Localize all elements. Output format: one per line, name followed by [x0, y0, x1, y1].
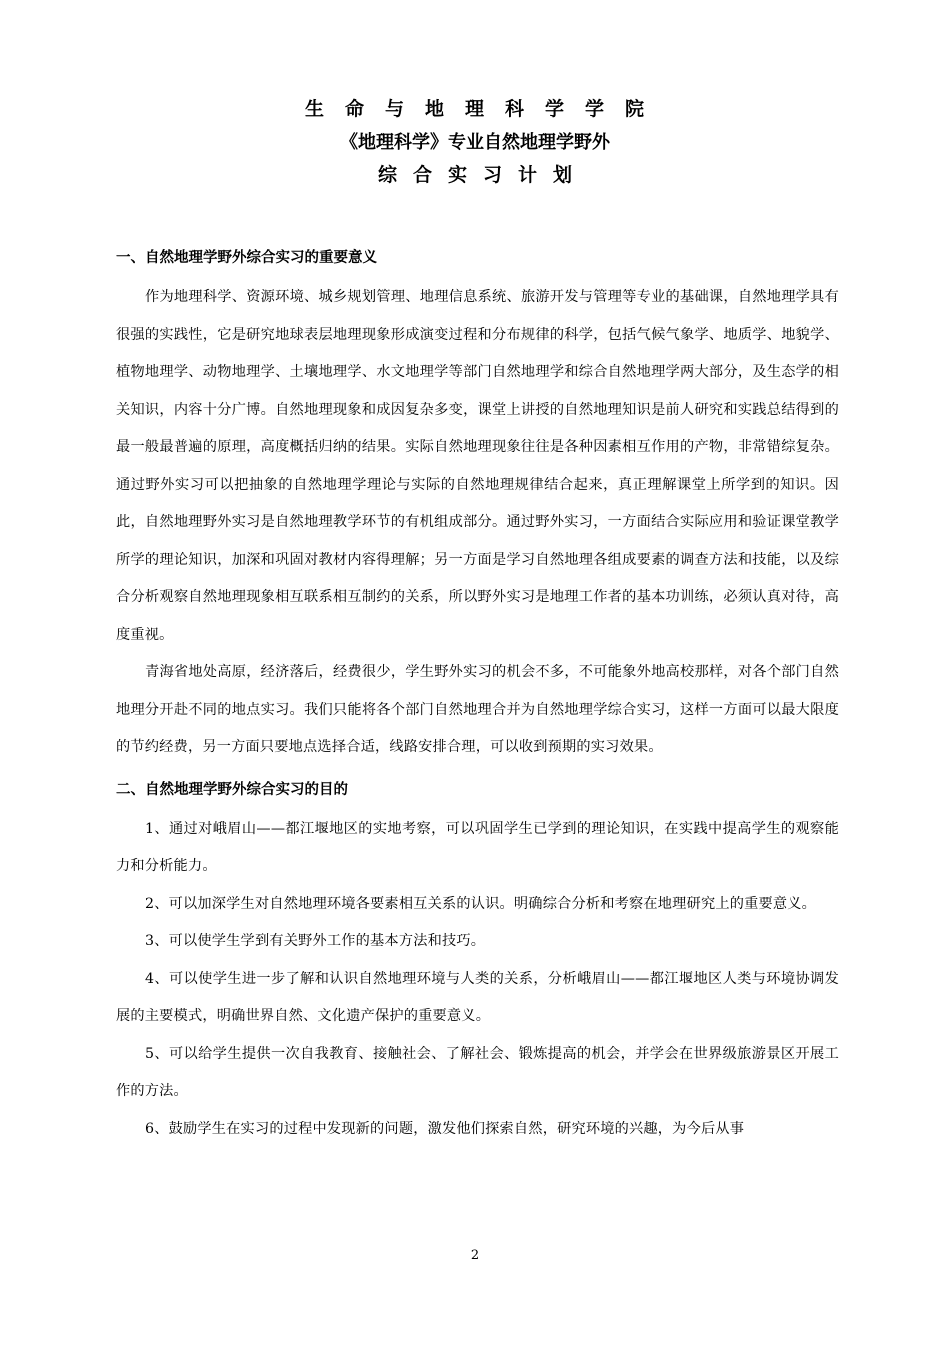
title-line-1: 生命与地理科学学院 [304, 98, 665, 120]
section-2-item-6: 6、鼓励学生在实习的过程中发现新的问题，激发他们探索自然，研究环境的兴趣，为今后从事 [145, 1120, 745, 1137]
document-body [116, 245, 839, 1148]
section-2-item-3: 3、可以使学生学到有关野外工作的基本方法和技巧。 [145, 933, 486, 949]
section-2-item-1: 1、通过对峨眉山——都江堰地区的实地考察，可以巩固学生已学到的理论知识，在实践中提高学生的观察能力和分析能力。 [116, 820, 839, 874]
section-1-paragraph-1: 作为地理科学、资源环境、城乡规划管理、地理信息系统、旅游开发与管理等专业的基础课，自然地理学具有很强的实践性，它是研究地球表层地理现象形成演变过程和分布规律的科学，包括气候气象学、地质学、地貌学、植物地理学、动物地理学、土壤地理学、水文地理学等部门自然地理学和综合自然地理学两大部分，及生态学的相关知识，内容十分广博。自然地理现象和成因复杂多变，课堂上讲授的自然地理知识是前人研究和实践总结得到的最一般最普遍的原理，高度概括归纳的结果。实际自然地理现象往往是各种因素相互作用的产物，非常错综复杂。通过野外实习可以把抽象的自然地理学理论与实际的自然地理规律结合起来，真正理解课堂上所学到的知识。因此，自然地理野外实习是自然地理教学环节的有机组成部分。通过野外实习，一方面结合实际应用和验证课堂教学所学的理论知识，加深和巩固对教材内容得理解；另一方面是学习自然地理各组成要素的调查方法和技能，以及综合分析观察自然地理现象相互联系相互制约的关系，所以野外实习是地理工作者的基本功训练，必须认真对待，高度重视。 [116, 289, 839, 643]
title-line-2: 《地理科学》专业自然地理学野外 [340, 132, 610, 153]
section-2-item-5: 5、可以给学生提供一次自我教育、接触社会、了解社会、锻炼提高的机会，并学会在世界级旅游景区开展工作的方法。 [116, 1045, 839, 1099]
section-1-heading: 一、自然地理学野外综合实习的重要意义 [116, 250, 377, 266]
section-2-item-2: 2、可以加深学生对自然地理环境各要素相互关系的认识。明确综合分析和考察在地理研究上的重要意义。 [145, 895, 817, 912]
section-2-heading: 二、自然地理学野外综合实习的目的 [116, 781, 348, 798]
section-2-item-4: 4、可以使学生进一步了解和认识自然地理环境与人类的关系，分析峨眉山——都江堰地区人类与环境协调发展的主要模式，明确世界自然、文化遗产保护的重要意义。 [116, 970, 839, 1024]
section-1-paragraph-2: 青海省地处高原，经济落后，经费很少，学生野外实习的机会不多，不可能象外地高校那样，对各个部门自然地理分开赴不同的地点实习。我们只能将各个部门自然地理合并为自然地理学综合实习，这样一方面可以最大限度的节约经费，另一方面只要地点选择合适，线路安排合理，可以收到预期的实习效果。 [116, 664, 839, 755]
title-line-3: 综合实习计划 [377, 164, 588, 186]
page-number: 2 [470, 1248, 480, 1263]
